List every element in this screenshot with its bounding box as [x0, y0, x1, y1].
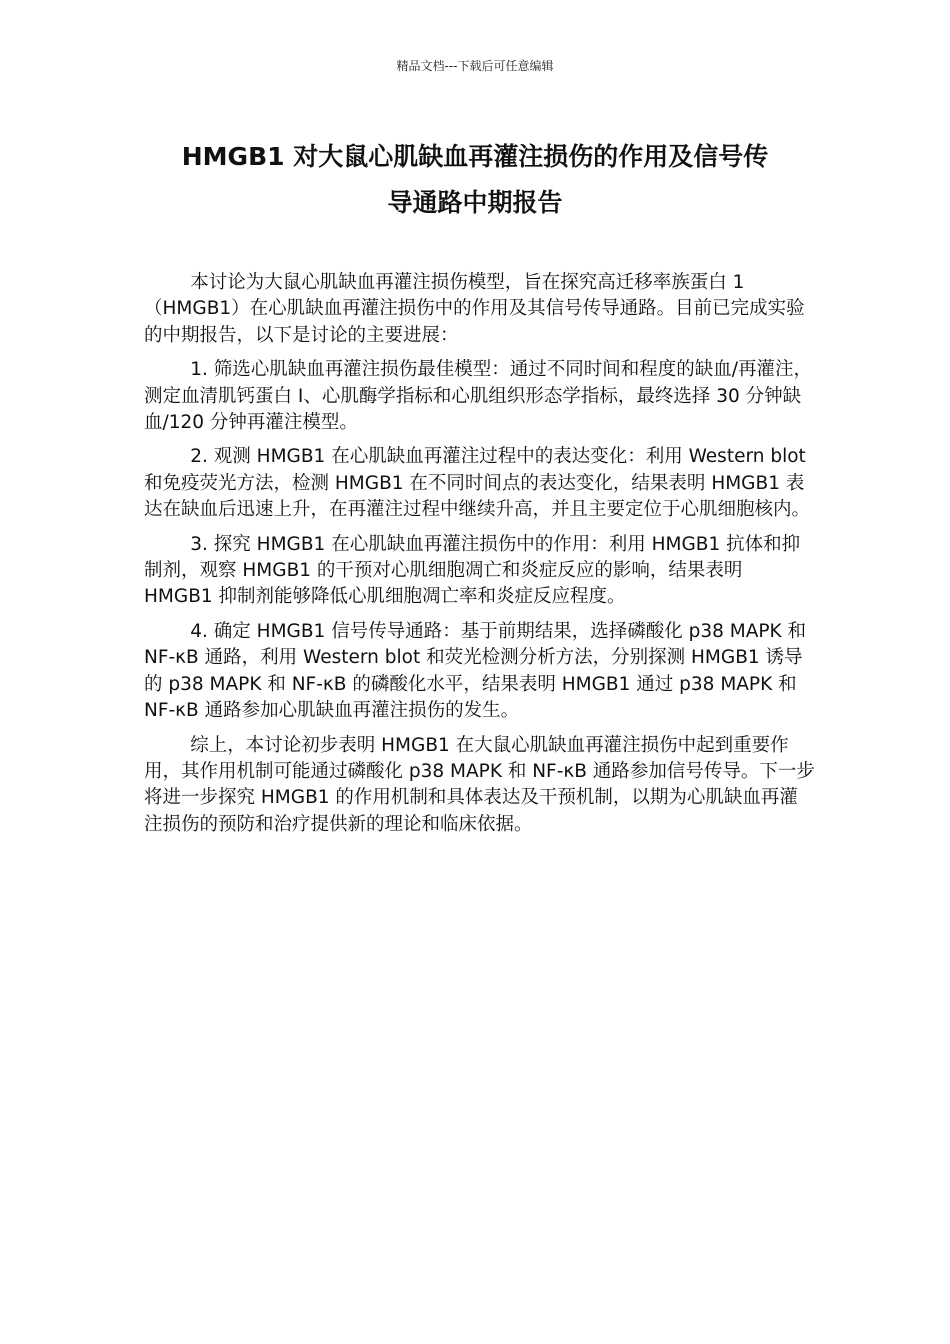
- paragraph-conclusion: 综上，本讨论初步表明 HMGB1 在大鼠心肌缺血再灌注损伤中起到重要作用，其作用机制可能通过磷酸化 p38 MAPK 和 NF-κB 通路参加信号传导。下一步将进一步探究 HMGB1 的作用机制和具体表达及干预机制，以期为心肌缺血再灌注损伤的预防和治疗提供新的理论和临床依据。: [144, 734, 815, 835]
- document-body: [144, 270, 816, 846]
- title-line-2: 导通路中期报告: [387, 188, 563, 217]
- page-header: 精品文档---下载后可任意编辑: [396, 59, 554, 73]
- paragraph-item-4: 4. 确定 HMGB1 信号传导通路：基于前期结果，选择磷酸化 p38 MAPK 和 NF-κB 通路，利用 Western blot 和荧光检测分析方法，分别探测 HMGB1 诱导的 p38 MAPK 和 NF-κB 的磷酸化水平，结果表明 HMGB1 通过 p38 MAPK 和 NF-κB 通路参加心肌缺血再灌注损伤的发生。: [144, 620, 807, 722]
- paragraph-item-1: 1. 筛选心肌缺血再灌注损伤最佳模型：通过不同时间和程度的缺血/再灌注，测定血清肌钙蛋白 I、心肌酶学指标和心肌组织形态学指标，最终选择 30 分钟缺血/120 分钟再灌注模型。: [144, 359, 813, 434]
- paragraph-item-3: 3. 探究 HMGB1 在心肌缺血再灌注损伤中的作用：利用 HMGB1 抗体和抑制剂，观察 HMGB1 的干预对心肌细胞凋亡和炎症反应的影响，结果表明 HMGB1 抑制剂能够降低心肌细胞凋亡率和炎症反应程度。: [144, 533, 801, 608]
- paragraph-intro: 本讨论为大鼠心肌缺血再灌注损伤模型，旨在探究高迁移率族蛋白 1（HMGB1）在心肌缺血再灌注损伤中的作用及其信号传导通路。目前已完成实验的中期报告，以下是讨论的主要进展：: [144, 272, 805, 346]
- paragraph-item-2: 2. 观测 HMGB1 在心肌缺血再灌注过程中的表达变化：利用 Western blot 和免疫荧光方法，检测 HMGB1 在不同时间点的表达变化，结果表明 HMGB1 表达在缺血后迅速上升，在再灌注过程中继续升高，并且主要定位于心肌细胞核内。: [144, 446, 811, 521]
- title-line-1: HMGB1 对大鼠心肌缺血再灌注损伤的作用及信号传: [181, 142, 769, 171]
- document-title: [120, 134, 830, 226]
